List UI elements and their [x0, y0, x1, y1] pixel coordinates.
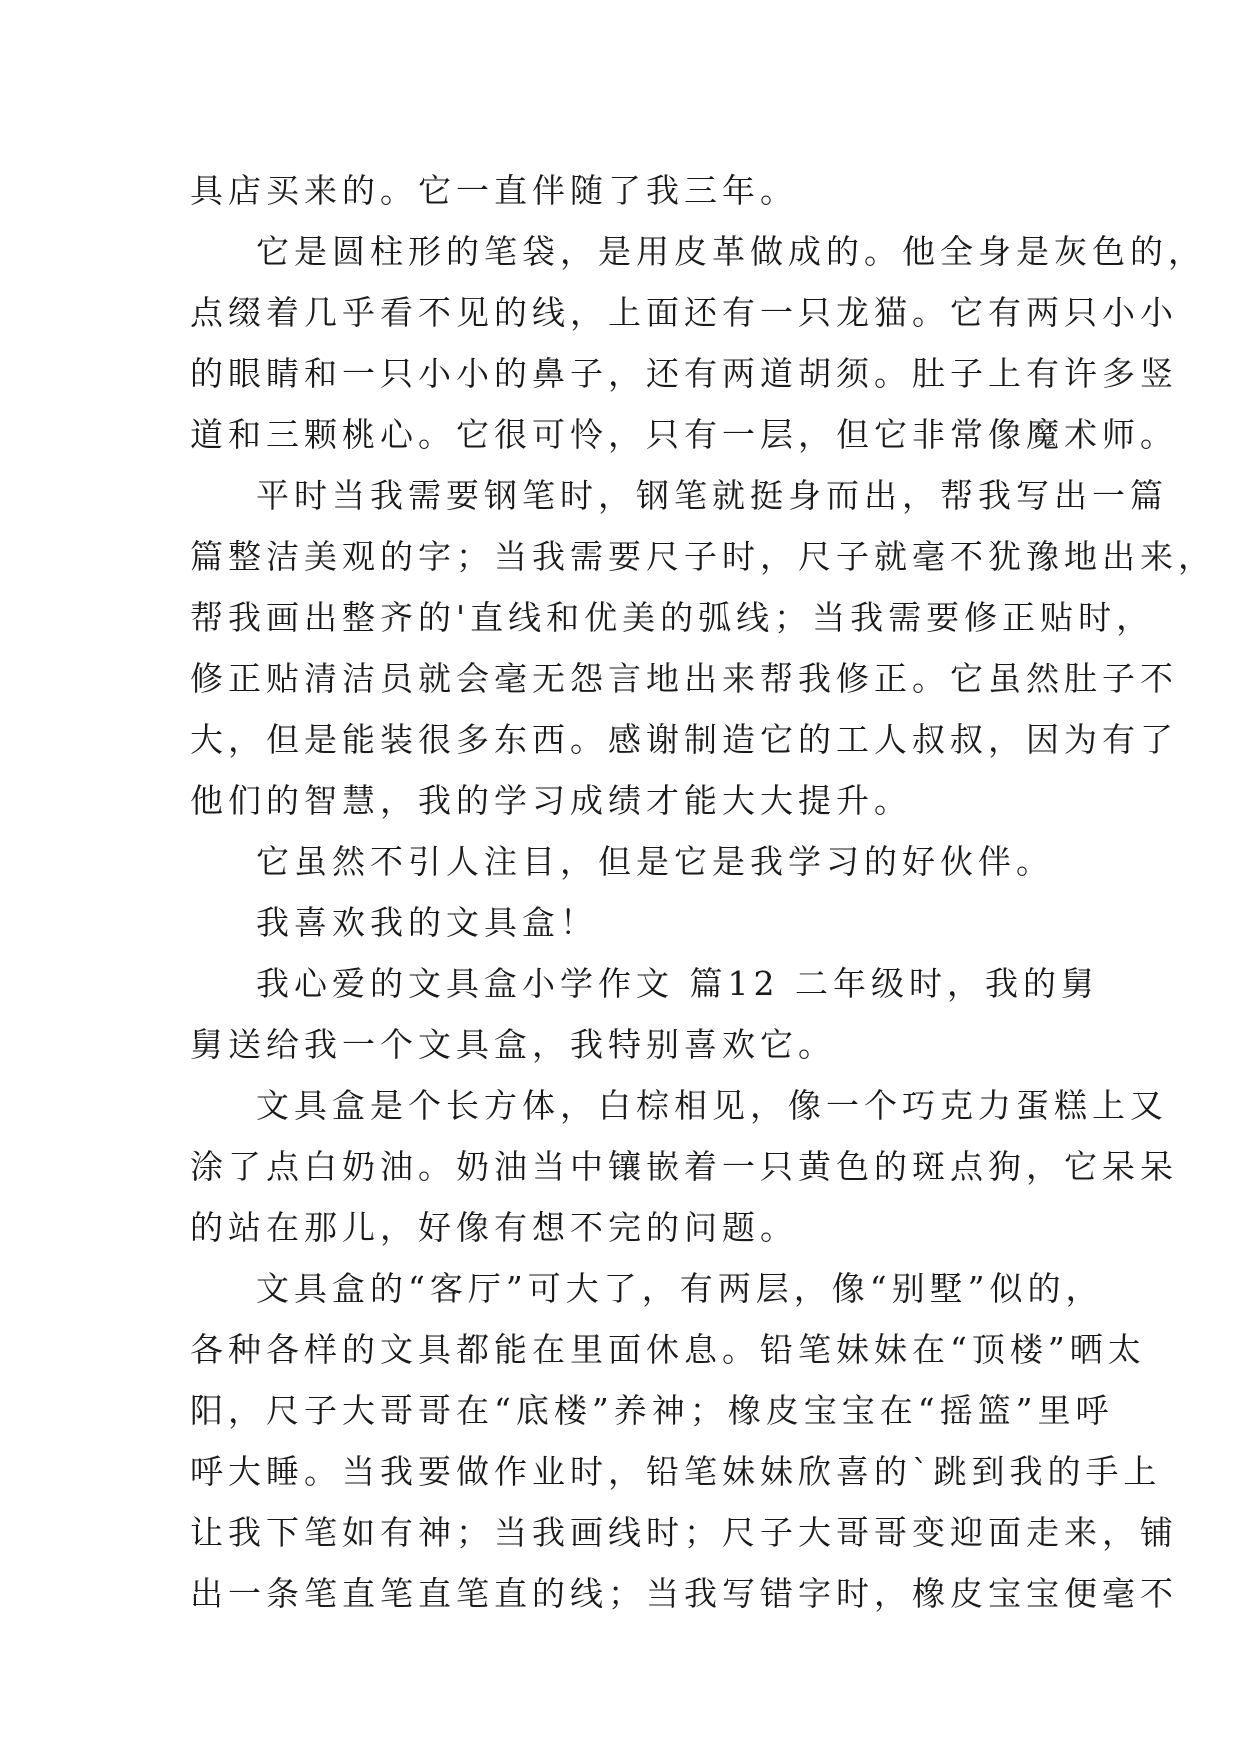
text-line: 出一条笔直笔直笔直的线；当我写错字时，橡皮宝宝便毫不	[190, 1574, 1178, 1613]
text-line: 它虽然不引人注目，但是它是我学习的好伙伴。	[256, 842, 1054, 881]
text-line: 让我下笔如有神；当我画线时；尺子大哥哥变迎面走来，铺	[190, 1513, 1178, 1552]
text-line: 具店买来的。它一直伴随了我三年。	[190, 171, 798, 210]
text-line: 篇整洁美观的字；当我需要尺子时，尺子就毫不犹豫地出来，	[190, 537, 1216, 576]
section-heading-line: 我心爱的文具盒小学作文 篇12 二年级时，我的舅	[256, 964, 1099, 1003]
text-line: 舅送给我一个文具盒，我特别喜欢它。	[190, 1025, 836, 1064]
text-line: 它是圆柱形的笔袋，是用皮革做成的。他全身是灰色的，	[256, 232, 1206, 271]
text-line: 他们的智慧，我的学习成绩才能大大提升。	[190, 781, 912, 820]
text-line: 帮我画出整齐的'直线和优美的弧线；当我需要修正贴时，	[190, 598, 1155, 637]
text-line: 各种各样的文具都能在里面休息。铅笔妹妹在“顶楼”晒太	[190, 1330, 1146, 1369]
text-line: 文具盒的“客厅”可大了，有两层，像“别墅”似的，	[256, 1269, 1104, 1308]
text-line: 的站在那儿，好像有想不完的问题。	[190, 1208, 798, 1247]
text-line: 平时当我需要钢笔时，钢笔就挺身而出，帮我写出一篇	[256, 476, 1168, 515]
text-line: 点缀着几乎看不见的线，上面还有一只龙猫。它有两只小小	[190, 293, 1178, 332]
text-line: 道和三颗桃心。它很可怜，只有一层，但它非常像魔术师。	[190, 415, 1178, 454]
text-line: 修正贴清洁员就会毫无怨言地出来帮我修正。它虽然肚子不	[190, 659, 1178, 698]
text-line: 阳，尺子大哥哥在“底楼”养神；橡皮宝宝在“摇篮”里呼	[190, 1391, 1114, 1430]
text-line: 大，但是能装很多东西。感谢制造它的工人叔叔，因为有了	[190, 720, 1178, 759]
text-line: 涂了点白奶油。奶油当中镶嵌着一只黄色的斑点狗，它呆呆	[190, 1147, 1178, 1186]
text-line: 我喜欢我的文具盒！	[256, 903, 598, 942]
essay-body	[190, 160, 1216, 1624]
text-line: 文具盒是个长方体，白棕相见，像一个巧克力蛋糕上又	[256, 1086, 1168, 1125]
text-line: 呼大睡。当我要做作业时，铅笔妹妹欣喜的`跳到我的手上	[190, 1452, 1162, 1491]
text-line: 的眼睛和一只小小的鼻子，还有两道胡须。肚子上有许多竖	[190, 354, 1178, 393]
